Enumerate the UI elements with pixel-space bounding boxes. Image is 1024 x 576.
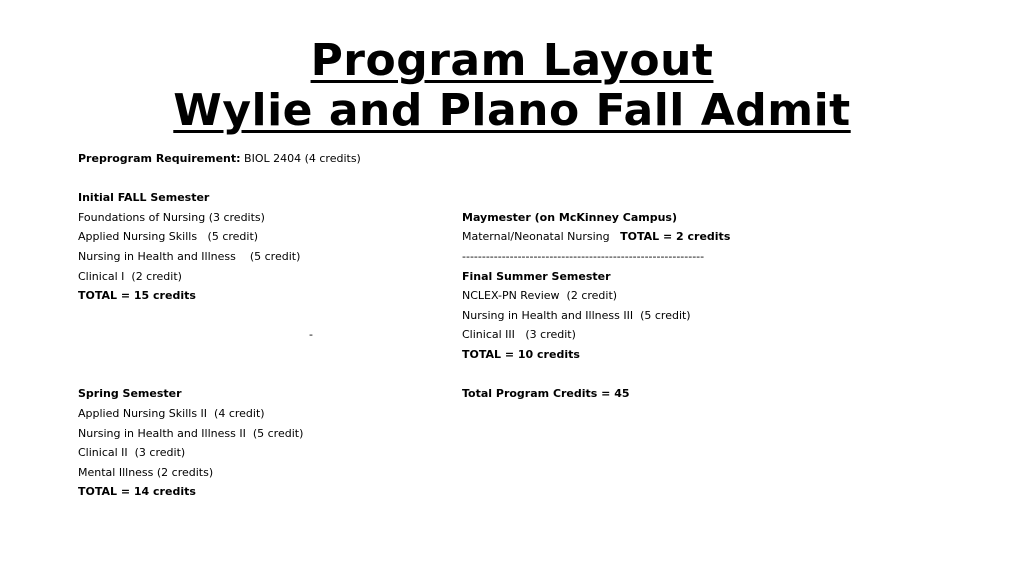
program-total: Total Program Credits = 45 [462, 387, 630, 400]
spring-course: Applied Nursing Skills II (4 credit) [78, 407, 265, 420]
maymester-course-row [462, 230, 730, 244]
maymester-total: TOTAL = 2 credits [620, 230, 731, 243]
initial-fall-course: Clinical I (2 credit) [78, 270, 182, 283]
initial-fall-course: Applied Nursing Skills (5 credit) [78, 230, 259, 243]
final-summer-total: TOTAL = 10 credits [462, 348, 580, 361]
spring-heading: Spring Semester [78, 387, 182, 400]
page-title: Program Layout [310, 35, 714, 86]
preprogram-requirement [78, 152, 361, 166]
preprogram-label: Preprogram Requirement: [78, 152, 241, 165]
initial-fall-course: Nursing in Health and Illness (5 credit) [78, 250, 301, 263]
maymester-course: Maternal/Neonatal Nursing [462, 230, 621, 243]
spring-course: Clinical II (3 credit) [78, 446, 186, 459]
maymester-heading: Maymester (on McKinney Campus) [462, 211, 678, 224]
final-summer-course: Nursing in Health and Illness III (5 credit) [462, 309, 691, 322]
initial-fall-heading: Initial FALL Semester [78, 191, 210, 204]
spring-total: TOTAL = 14 credits [78, 485, 196, 498]
stray-dash: - [309, 328, 313, 341]
initial-fall-course: Foundations of Nursing (3 credits) [78, 211, 265, 224]
spring-course: Nursing in Health and Illness II (5 credit) [78, 427, 304, 440]
final-summer-heading: Final Summer Semester [462, 270, 611, 283]
page-subtitle: Wylie and Plano Fall Admit [173, 85, 851, 136]
final-summer-course: Clinical III (3 credit) [462, 328, 576, 341]
initial-fall-total: TOTAL = 15 credits [78, 289, 196, 302]
final-summer-course: NCLEX-PN Review (2 credit) [462, 289, 618, 302]
spring-course: Mental Illness (2 credits) [78, 466, 214, 479]
separator-line: ------------------------------------------------------------- [462, 250, 705, 263]
preprogram-value: BIOL 2404 (4 credits) [240, 152, 361, 165]
